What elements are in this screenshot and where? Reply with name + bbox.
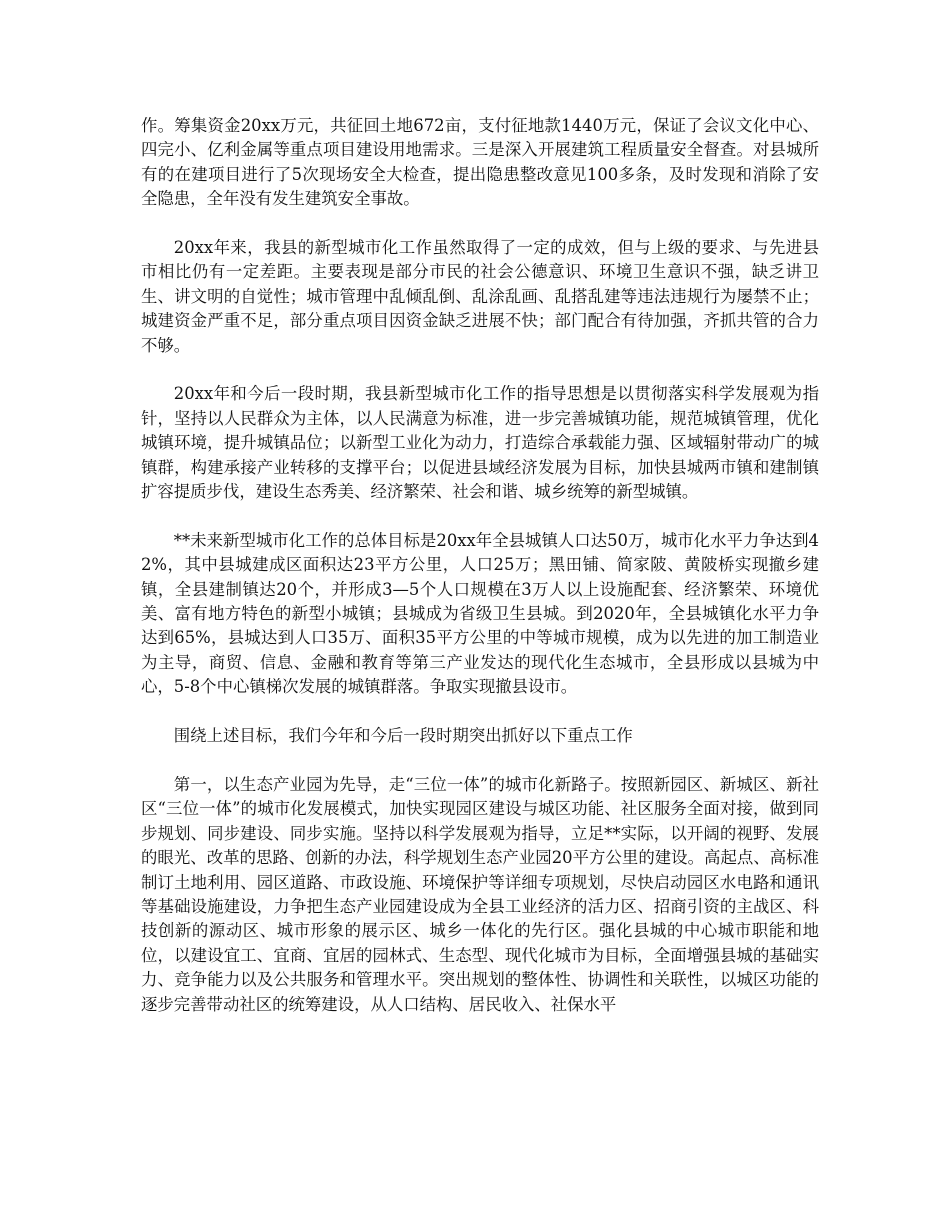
paragraph-2: 20xx年来，我县的新型城市化工作虽然取得了一定的成效，但与上级的要求、与先进县市相比仍有一定差距。主要表现是部分市民的社会公德意识、环境卫生意识不强，缺乏讲卫生、讲文明的自觉性；城市管理中乱倾乱倒、乱涂乱画、乱搭乱建等违法违规行为屡禁不止；城建资金严重不足，部分重点项目因资金缺乏进展不快；部门配合有待加强，齐抓共管的合力不够。: [141, 238, 819, 355]
paragraph-6: 第一，以生态产业园为先导，走“三位一体”的城市化新路子。按照新园区、新城区、新社区“三位一体”的城市化发展模式，加快实现园区建设与城区功能、社区服务全面对接，做到同步规划、同步建设、同步实施。坚持以科学发展观为指导，立足**实际，以开阔的视野、发展的眼光、改革的思路、创新的办法，科学规划生态产业园20平方公里的建设。高起点、高标准制订土地利用、园区道路、市政设施、环境保护等详细专项规划，尽快启动园区水电路和通讯等基础设施建设，力争把生态产业园建设成为全县工业经济的活力区、招商引资的主战区、科技创新的源动区、城市形象的展示区、城乡一体化的先行区。强化县城的中心城市职能和地位，以建设宜工、宜商、宜居的园林式、生态型、现代化城市为目标，全面增强县城的基础实力、竞争能力以及公共服务和管理水平。突出规划的整体性、协调性和关联性，以城区功能的逐步完善带动社区的统筹建设，从人口结构、居民收入、社保水平: [141, 774, 819, 1014]
paragraph-5: 围绕上述目标，我们今年和今后一段时期突出抓好以下重点工作: [173, 726, 633, 746]
document-body: [141, 114, 819, 1041]
paragraph-1: 作。筹集资金20xx万元，共征回土地672亩，支付征地款1440万元，保证了会议文化中心、四完小、亿利金属等重点项目建设用地需求。三是深入开展建筑工程质量安全督查。对县城所有的在建项目进行了5次现场安全大检查，提出隐患整改意见100多条，及时发现和消除了安全隐患，全年没有发生建筑安全事故。: [141, 116, 819, 209]
paragraph-4: **未来新型城市化工作的总体目标是20xx年全县城镇人口达50万，城市化水平力争达到42%，其中县城建成区面积达23平方公里，人口25万；黑田铺、简家陂、黄陂桥实现撤乡建镇，全县建制镇达20个，并形成3—5个人口规模在3万人以上设施配套、经济繁荣、环境优美、富有地方特色的新型小城镇；县城成为省级卫生县城。到2020年，全县城镇化水平力争达到65%，县城达到人口35万、面积35平方公里的中等城市规模，成为以先进的加工制造业为主导，商贸、信息、金融和教育等第三产业发达的现代化生态城市，全县形成以县城为中心，5-8个中心镇梯次发展的城镇群落。争取实现撤县设市。: [141, 530, 819, 697]
paragraph-3: 20xx年和今后一段时期，我县新型城市化工作的指导思想是以贯彻落实科学发展观为指针，坚持以人民群众为主体，以人民满意为标准，进一步完善城镇功能，规范城镇管理，优化城镇环境，提升城镇品位；以新型工业化为动力，打造综合承载能力强、区域辐射带动广的城镇群，构建承接产业转移的支撑平台；以促进县域经济发展为目标，加快县城两市镇和建制镇扩容提质步伐，建设生态秀美、经济繁荣、社会和谐、城乡统筹的新型城镇。: [141, 384, 819, 502]
